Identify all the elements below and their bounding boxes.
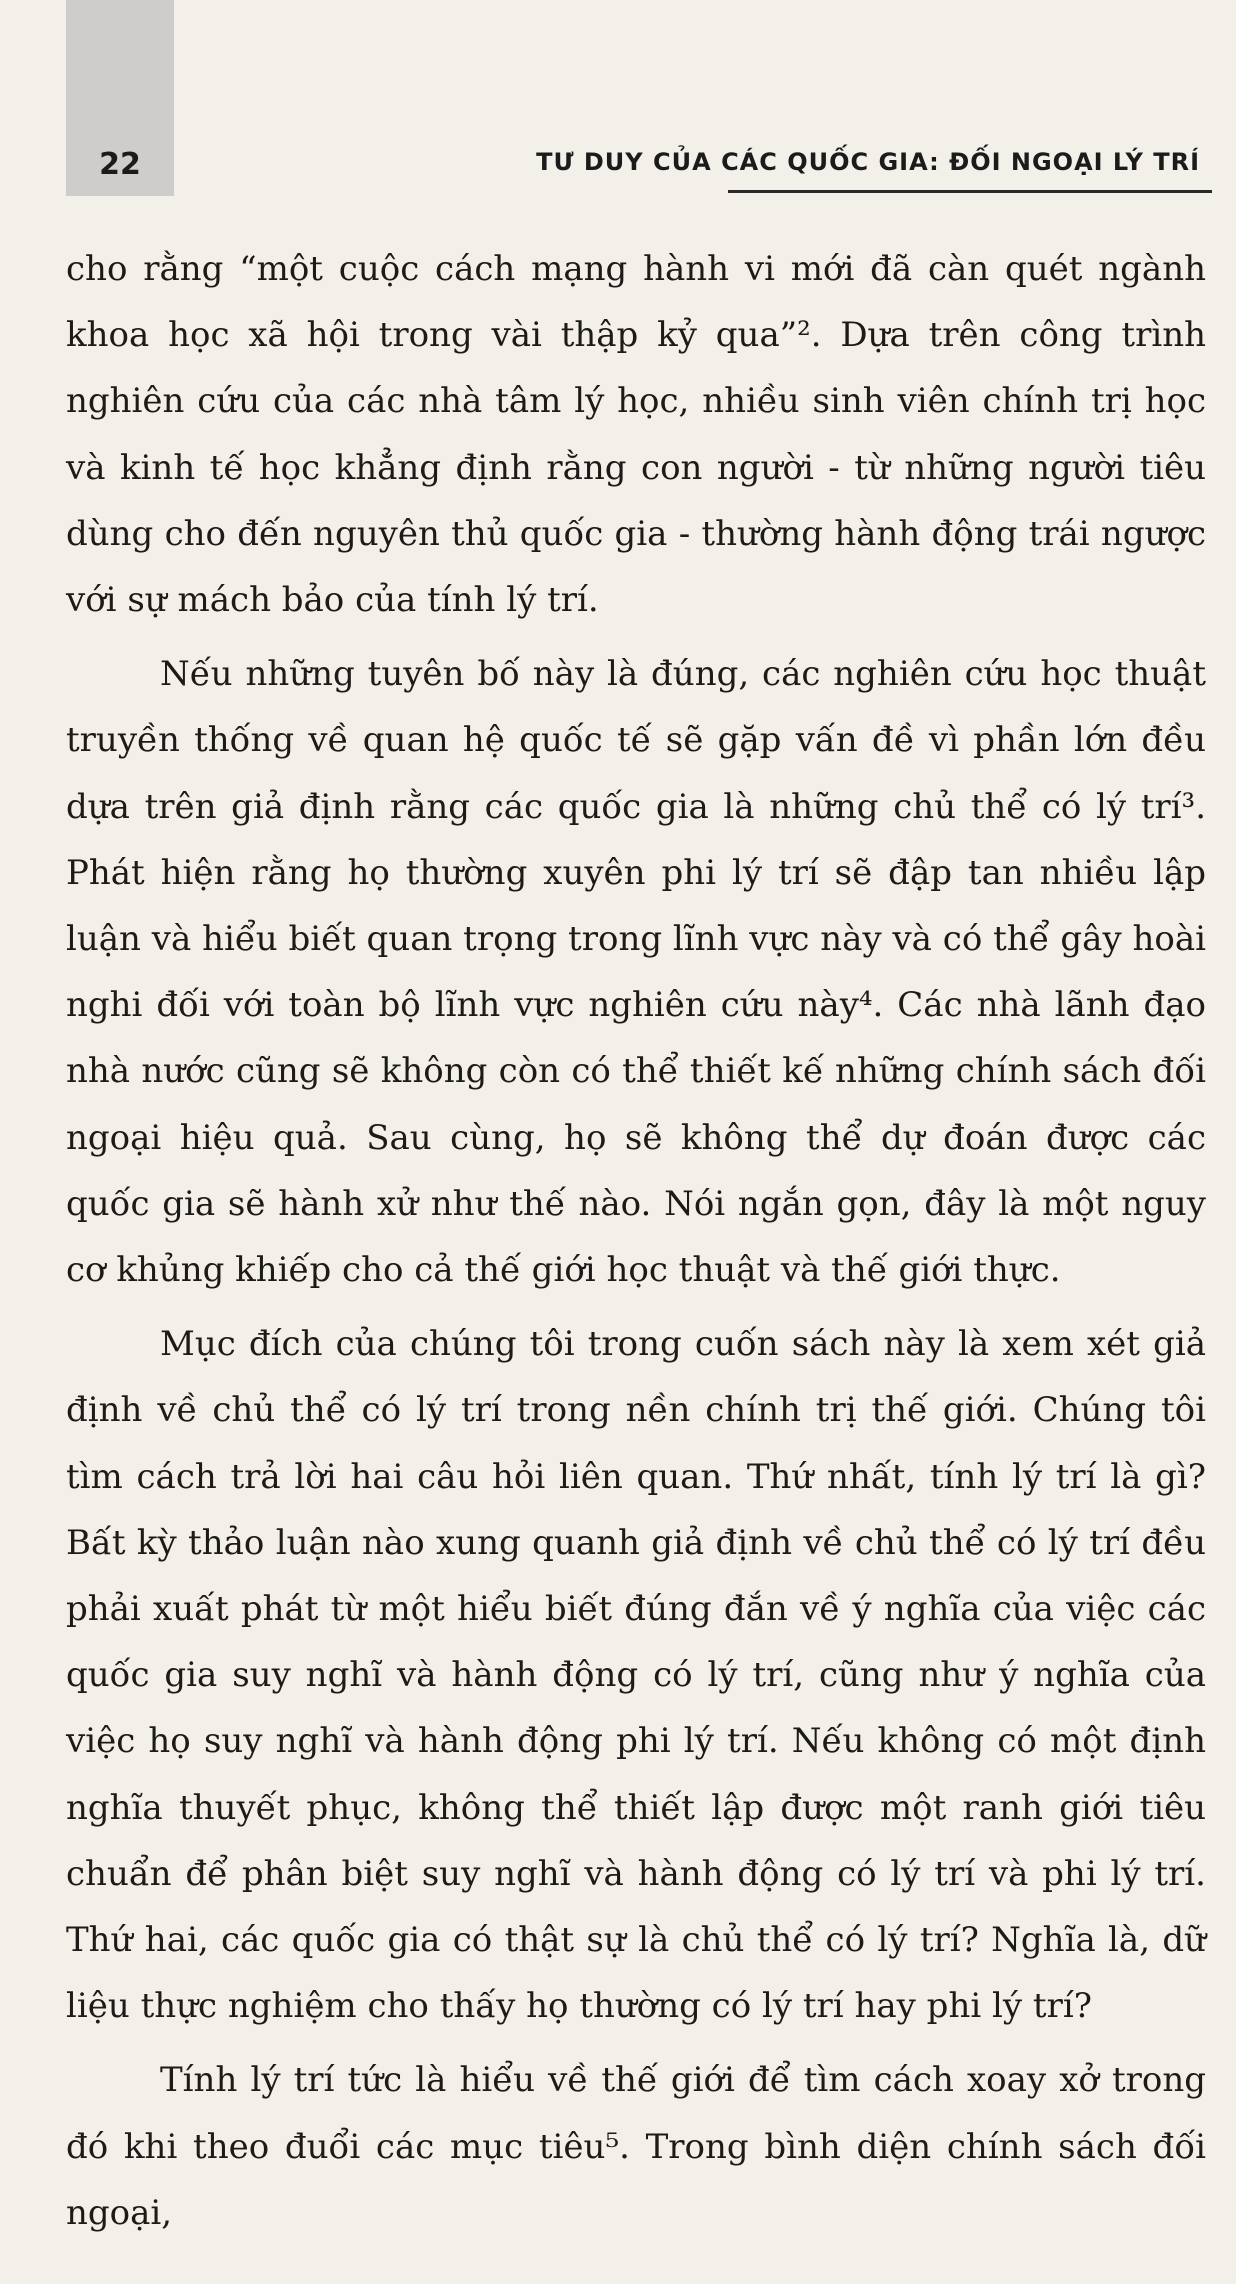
header-rule xyxy=(728,190,1212,193)
page-number-tab xyxy=(66,0,174,196)
body-text xyxy=(66,236,1206,2246)
running-header-title: TƯ DUY CỦA CÁC QUỐC GIA: ĐỐI NGOẠI LÝ TRÍ xyxy=(536,148,1200,176)
page-number: 22 xyxy=(99,147,141,182)
paragraph-2: Nếu những tuyên bố này là đúng, các nghiên cứu học thuật truyền thống về quan hệ quốc tế sẽ gặp vấn đề vì phần lớn đều dựa trên giả định rằng các quốc gia là những chủ thể có lý trí³. Phát hiện rằng họ thường xuyên phi lý trí sẽ đập tan nhiều lập luận và hiểu biết quan trọng trong lĩnh vực này và có thể gây hoài nghi đối với toàn bộ lĩnh vực nghiên cứu này⁴. Các nhà lãnh đạo nhà nước cũng sẽ không còn có thể thiết kế những chính sách đối ngoại hiệu quả. Sau cùng, họ sẽ không thể dự đoán được các quốc gia sẽ hành xử như thế nào. Nói ngắn gọn, đây là một nguy cơ khủng khiếp cho cả thế giới học thuật và thế giới thực. xyxy=(66,654,1206,1291)
paragraph-1: cho rằng “một cuộc cách mạng hành vi mới đã càn quét ngành khoa học xã hội trong vài thập kỷ qua”². Dựa trên công trình nghiên cứu của các nhà tâm lý học, nhiều sinh viên chính trị học và kinh tế học khẳng định rằng con người - từ những người tiêu dùng cho đến nguyên thủ quốc gia - thường hành động trái ngược với sự mách bảo của tính lý trí. xyxy=(66,249,1206,621)
paragraph-4: Tính lý trí tức là hiểu về thế giới để tìm cách xoay xở trong đó khi theo đuổi các mục tiêu⁵. Trong bình diện chính sách đối ngoại, xyxy=(66,2060,1206,2233)
paragraph-3: Mục đích của chúng tôi trong cuốn sách này là xem xét giả định về chủ thể có lý trí trong nền chính trị thế giới. Chúng tôi tìm cách trả lời hai câu hỏi liên quan. Thứ nhất, tính lý trí là gì? Bất kỳ thảo luận nào xung quanh giả định về chủ thể có lý trí đều phải xuất phát từ một hiểu biết đúng đắn về ý nghĩa của việc các quốc gia suy nghĩ và hành động có lý trí, cũng như ý nghĩa của việc họ suy nghĩ và hành động phi lý trí. Nếu không có một định nghĩa thuyết phục, không thể thiết lập được một ranh giới tiêu chuẩn để phân biệt suy nghĩ và hành động có lý trí và phi lý trí. Thứ hai, các quốc gia có thật sự là chủ thể có lý trí? Nghĩa là, dữ liệu thực nghiệm cho thấy họ thường có lý trí hay phi lý trí? xyxy=(66,1324,1206,2027)
